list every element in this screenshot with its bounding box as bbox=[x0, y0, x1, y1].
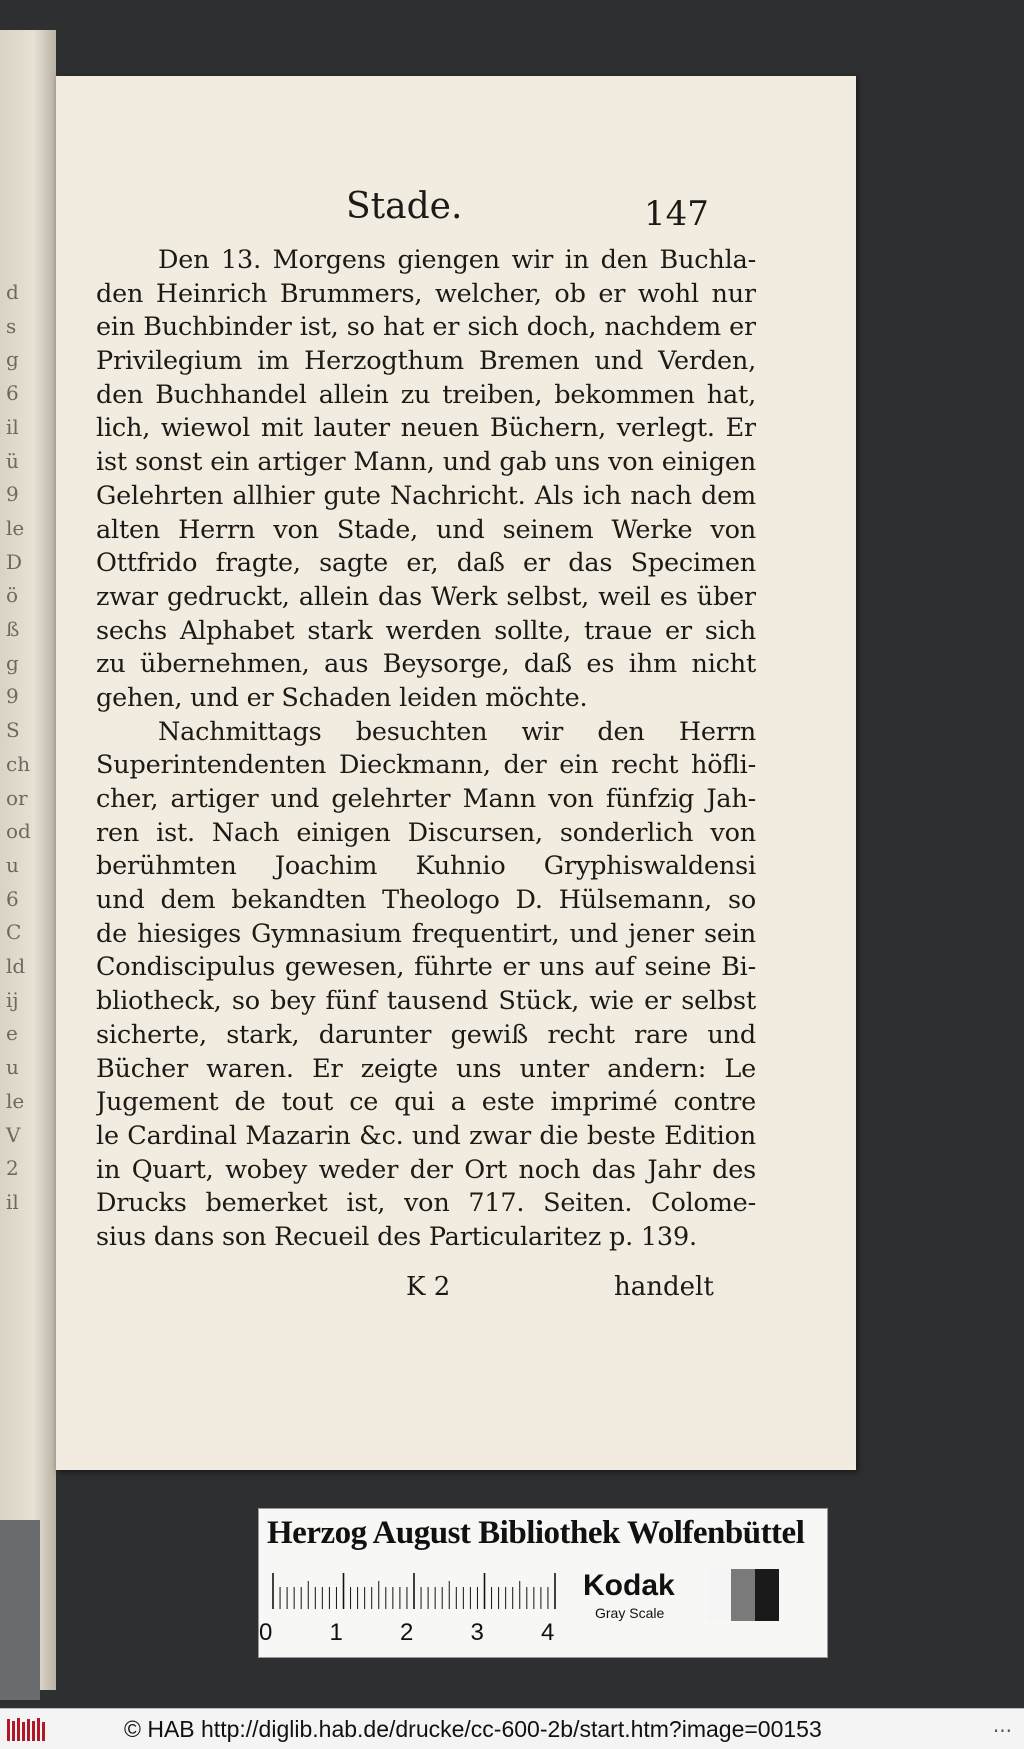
text-line: cher, artiger und gelehrter Mann von fünfzig Jah- bbox=[96, 784, 756, 814]
viewer-footer bbox=[0, 1708, 1024, 1749]
text-line: Condiscipulus gewesen, führte er uns auf seine Bi- bbox=[96, 952, 756, 983]
page-text-body bbox=[96, 244, 756, 1255]
ruler-number: 0 bbox=[259, 1619, 273, 1646]
text-line: den Heinrich Brummers, welcher, ob er wohl nur bbox=[96, 278, 756, 309]
adjacent-page-fragment: 9 bbox=[6, 684, 19, 709]
ruler-number: 2 bbox=[400, 1619, 414, 1646]
text-line: Ottfrido fragte, sagte er, daß er das Specimen bbox=[96, 548, 756, 579]
running-head: Stade. bbox=[346, 186, 463, 227]
text-line: in Quart, wobey weder der Ort noch das Jahr des bbox=[96, 1154, 756, 1185]
adjacent-page-fragment: 6 bbox=[6, 381, 19, 406]
book-cover-edge bbox=[0, 1520, 40, 1700]
ruler-number: 1 bbox=[329, 1619, 343, 1646]
text-line: Bücher waren. Er zeigte uns unter andern: Le bbox=[96, 1053, 756, 1084]
adjacent-page-fragment: le bbox=[6, 515, 25, 540]
adjacent-page-fragment: ü bbox=[6, 448, 19, 473]
ruler-number: 4 bbox=[541, 1619, 555, 1646]
adjacent-page-fragment: il bbox=[6, 1189, 19, 1214]
text-line: sechs Alphabet stark werden sollte, traue er sich bbox=[96, 615, 756, 646]
adjacent-page-fragment: V bbox=[6, 1122, 21, 1147]
adjacent-page-edge bbox=[0, 30, 56, 1690]
text-line: de hiesiges Gymnasium frequentirt, und jener sein bbox=[96, 918, 756, 949]
more-options-icon[interactable]: ... bbox=[992, 1713, 1012, 1737]
adjacent-page-fragment: s bbox=[6, 313, 17, 338]
adjacent-page-fragment: il bbox=[6, 414, 19, 439]
text-line: zwar gedruckt, allein das Werk selbst, weil es über bbox=[96, 581, 756, 612]
adjacent-page-fragment: 2 bbox=[6, 1156, 19, 1181]
library-name: Herzog August Bibliothek Wolfenbüttel bbox=[267, 1515, 805, 1551]
adjacent-page-fragment: or bbox=[6, 785, 28, 810]
text-line: Gelehrten allhier gute Nachricht. Als ich nach dem bbox=[96, 480, 756, 511]
adjacent-page-fragment: 9 bbox=[6, 482, 19, 507]
text-line: le Cardinal Mazarin &c. und zwar die beste Edition bbox=[96, 1120, 756, 1151]
adjacent-page-fragment: S bbox=[6, 718, 20, 743]
text-line: lich, wiewol mit lauter neuen Büchern, verlegt. Er bbox=[96, 413, 756, 444]
hab-logo-icon bbox=[6, 1717, 46, 1743]
adjacent-page-fragment: D bbox=[6, 549, 23, 574]
catchword: handelt bbox=[614, 1272, 714, 1302]
text-line: und dem bekandten Theologo D. Hülsemann, so bbox=[96, 885, 756, 916]
text-line: Privilegium im Herzogthum Bremen und Verden, bbox=[96, 346, 756, 377]
adjacent-page-fragment: e bbox=[6, 1021, 18, 1046]
text-line: ist sonst ein artiger Mann, und gab uns von einigen bbox=[96, 447, 756, 478]
adjacent-page-fragment: C bbox=[6, 920, 22, 945]
text-line: berühmten Joachim Kuhnio Gryphiswaldensi bbox=[96, 851, 756, 882]
text-line: sicherte, stark, darunter gewiß recht rare und bbox=[96, 1019, 756, 1050]
text-line: gehen, und er Schaden leiden möchte. bbox=[96, 682, 588, 713]
adjacent-page-fragment: le bbox=[6, 1088, 25, 1113]
text-line: bliotheck, so bey fünf tausend Stück, wie er selbst bbox=[96, 986, 756, 1017]
adjacent-page-fragment: ß bbox=[6, 617, 20, 641]
adjacent-page-fragment: g bbox=[6, 650, 19, 675]
text-line: sius dans son Recueil des Particularitez p. 139. bbox=[96, 1221, 697, 1252]
adjacent-page-fragment: g bbox=[6, 347, 19, 372]
text-line: ein Buchbinder ist, so hat er sich doch, nachdem er bbox=[96, 312, 756, 343]
kodak-logo: Kodak bbox=[583, 1569, 675, 1602]
text-line: Nachmittags besuchten wir den Herrn bbox=[158, 716, 756, 747]
library-color-card bbox=[258, 1508, 828, 1658]
book-page bbox=[56, 76, 856, 1470]
text-line: Jugement de tout ce qui a este imprimé contre bbox=[96, 1087, 756, 1118]
text-line: Drucks bemerket ist, von 717. Seiten. Colome- bbox=[96, 1188, 756, 1219]
gray-swatch bbox=[707, 1569, 731, 1621]
adjacent-page-fragment: ch bbox=[6, 751, 31, 776]
adjacent-page-fragment: d bbox=[6, 280, 19, 304]
adjacent-page-fragment: u bbox=[6, 1055, 19, 1080]
page-number: 147 bbox=[644, 194, 709, 234]
adjacent-page-fragment: ld bbox=[6, 954, 26, 978]
text-line: zu übernehmen, aus Beysorge, daß es ihm nicht bbox=[96, 649, 756, 680]
text-line: den Buchhandel allein zu treiben, bekommen hat, bbox=[96, 379, 756, 410]
text-line: alten Herrn von Stade, und seinem Werke von bbox=[96, 514, 756, 545]
gray-scale-label: Gray Scale bbox=[595, 1605, 665, 1621]
adjacent-page-fragment: ö bbox=[6, 583, 19, 608]
adjacent-page-fragment: u bbox=[6, 852, 19, 877]
footer-url[interactable]: © HAB http://diglib.hab.de/drucke/cc-600-2b/start.htm?image=00153 bbox=[124, 1716, 822, 1742]
gray-swatches bbox=[707, 1569, 779, 1621]
text-line: Den 13. Morgens giengen wir in den Buchla- bbox=[158, 245, 756, 275]
signature-mark: K 2 bbox=[406, 1272, 451, 1302]
ruler-scale bbox=[269, 1573, 559, 1609]
text-line: Superintendenten Dieckmann, der ein recht höfli- bbox=[96, 750, 756, 781]
adjacent-page-fragment: od bbox=[6, 819, 31, 844]
ruler-number: 3 bbox=[470, 1619, 484, 1646]
gray-swatch bbox=[755, 1569, 779, 1621]
adjacent-page-fragment: 6 bbox=[6, 886, 19, 911]
text-line: ren ist. Nach einigen Discursen, sonderlich von bbox=[96, 817, 756, 848]
adjacent-page-fragment: ij bbox=[6, 987, 19, 1012]
gray-swatch bbox=[731, 1569, 755, 1621]
